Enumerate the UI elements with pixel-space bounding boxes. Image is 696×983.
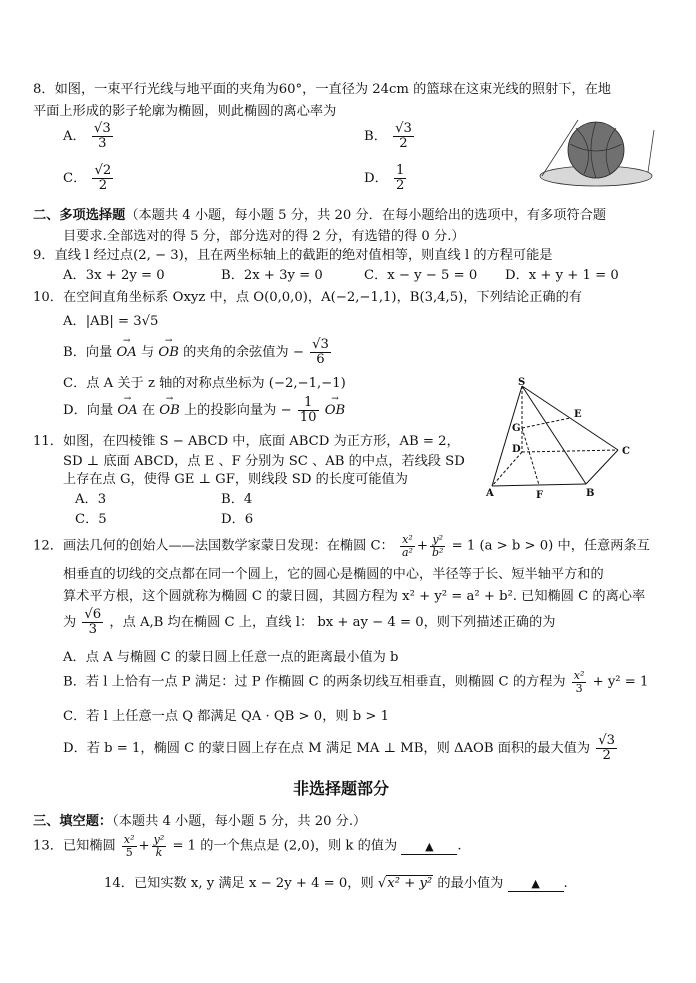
q12-option-c: C．若 l 上任意一点 Q 都满足 QA · QB > 0，则 b > 1 — [63, 709, 390, 724]
q8-option-b-label: B． — [364, 128, 387, 144]
q8-option-a-den: 3 — [98, 135, 107, 151]
q8-option-c-label: C． — [63, 170, 87, 186]
q10-option-a: A．|AB| = 3√5 — [63, 314, 159, 329]
vector-oa: → OA — [117, 403, 137, 418]
q10-option-c: C．点 A 关于 z 轴的对称点坐标为 (−2,−1,−1) — [63, 376, 346, 391]
basketball — [568, 122, 624, 178]
q10-option-b — [63, 338, 333, 367]
q8-option-d-den: 2 — [395, 177, 405, 193]
pyramid-label-e: E — [574, 409, 582, 420]
q11-option-c: C．5 — [75, 512, 107, 527]
q13-answer-blank[interactable] — [401, 839, 457, 855]
q12-line3: 算术平方根，这个圆就称为椭圆 C 的蒙日圆，其圆方程为 x² + y² = a² + b². 已知椭圆 C 的离心率 — [63, 589, 646, 604]
q13-end: . — [457, 838, 462, 854]
pyramid-label-f: F — [536, 490, 544, 501]
q8-option-b-den: 2 — [399, 135, 408, 151]
q8-option-b — [364, 122, 416, 151]
triangle-icon: ▲ — [425, 839, 434, 853]
q13-pre: 13．已知椭圆 — [33, 838, 116, 854]
nonchoice-title: 非选择题部分 — [293, 779, 390, 798]
q12-option-d — [63, 734, 619, 763]
q8-option-c-num: √2 — [94, 163, 112, 178]
q12-d-pre: D．若 b = 1，椭圆 C 的蒙日圆上存在点 M 满足 MA ⊥ MB，则 ΔAOB 面积的最大值为 — [63, 740, 591, 756]
q8-option-a — [63, 122, 115, 151]
q14-end: . — [563, 876, 568, 891]
q14-pre: 14．已知实数 x, y 满足 x − 2y + 4 = 0，则 — [104, 876, 374, 891]
q10-stem: 10．在空间直角坐标系 Oxyz 中，点 O(0,0,0)，A(−2,−1,1)，B(3,4,5)，下列结论正确的有 — [33, 290, 582, 305]
q12-line4 — [63, 608, 555, 637]
triangle-icon: ▲ — [531, 877, 540, 890]
q12-b-post: + y² = 1 — [592, 674, 649, 690]
sec2-title: 二、多项选择题 — [33, 208, 126, 223]
q12-d-num: √3 — [598, 733, 616, 748]
q9-stem: 9．直线 l 经过点(2, − 3)，且在两坐标轴上的截距的绝对值相等，则直线 l 的方程可能是 — [33, 248, 553, 263]
q10-b-post: 的夹角的余弦值为 − — [183, 344, 304, 360]
q12-line1-pre: 12．画法几何的创始人——法国数学家蒙日发现：在椭圆 C： — [33, 538, 394, 554]
sec2-line2: 目要求.全部选对的得 5 分，部分选对的得 2 分，有选错的得 0 分.） — [63, 229, 465, 244]
sec3-title: 三、填空题： — [33, 814, 113, 829]
q14-answer-blank[interactable] — [508, 876, 564, 892]
pyramid-label-a: A — [486, 488, 494, 499]
q12-d-den: 2 — [602, 747, 611, 763]
q10-b-num: √3 — [312, 337, 329, 352]
q10-option-d — [63, 396, 345, 425]
q9-option-a: A．3x + 2y = 0 — [63, 268, 165, 283]
pyramid-label-c: C — [622, 446, 630, 457]
vector-ob: → OB — [325, 403, 346, 418]
q14-post: 的最小值为 — [437, 876, 504, 891]
q13-post: = 1 的一个焦点是 (2,0)，则 k 的值为 — [172, 838, 398, 854]
q11-option-a: A．3 — [75, 492, 107, 507]
light-ray-right — [648, 130, 654, 172]
q8-line2: 平面上形成的影子轮廓为椭圆，则此椭圆的离心率为 — [33, 104, 337, 119]
q12-line1-post: = 1 (a > b > 0) 中，任意两条互 — [451, 538, 650, 554]
q11-line3: 上存在点 G，使得 GE ⊥ GF，则线段 SD 的长度可能值为 — [63, 472, 408, 487]
q12-b-pre: B．若 l 上恰有一点 P 满足：过 P 作椭圆 C 的两条切线互相垂直，则椭圆 C 的方程为 — [63, 674, 566, 690]
q11-line1: 11．如图，在四棱锥 S − ABCD 中，底面 ABCD 为正方形，AB = 2， — [33, 434, 460, 449]
q8-option-d-num: 1 — [395, 163, 405, 178]
q8-option-a-num: √3 — [93, 121, 111, 136]
q9-option-b: B．2x + 3y = 0 — [221, 268, 323, 283]
q10-d-post: 上的投影向量为 − — [184, 402, 292, 418]
q10-b-den: 6 — [316, 351, 325, 367]
pyramid-label-g: G — [512, 423, 521, 434]
pyramid-label-b: B — [586, 488, 595, 499]
q8-option-b-num: √3 — [395, 121, 412, 136]
q10-d-mid: 在 — [141, 402, 156, 418]
q8-option-c — [63, 164, 115, 193]
pyramid-label-s: S — [518, 377, 526, 388]
q11-option-b: B．4 — [221, 492, 253, 507]
pyramid-label-d: D — [512, 444, 521, 455]
q13: 13．已知椭圆 $\frac{\text{x²}}{5}$ + $\frac{\text{y²}}{k}$ = 1 的一个焦点是 (2,0)，则 k 的值为 ▲ . — [33, 833, 462, 859]
sec2-desc: （本题共 4 小题，每小题 5 分，共 20 分．在每小题给出的选项中，有多项符合题 — [125, 208, 607, 223]
q12-option-a: A．点 A 与椭圆 C 的蒙日圆上任意一点的距离最小值为 b — [63, 650, 399, 665]
q14: 14．已知实数 x, y 满足 x − 2y + 4 = 0，则 √x² + y² 的最小值为 ▲ . — [104, 876, 568, 891]
q8-option-c-den: 2 — [98, 177, 108, 193]
pyramid-figure — [482, 376, 638, 502]
q9-option-d: D．x + y + 1 = 0 — [505, 268, 619, 283]
sec3-desc: （本题共 4 小题，每小题 5 分，共 20 分.） — [112, 814, 367, 829]
q10-d-den: 10 — [299, 409, 317, 425]
vector-ob: → OB — [159, 403, 180, 418]
q8-line1: 8．如图，一束平行光线与地平面的夹角为60°，一直径为 24cm 的篮球在这束光线的照射下，在地 — [33, 82, 611, 97]
q10-b-pre: B．向量 — [63, 344, 113, 360]
q12-line4-post: ，点 A,B 均在椭圆 C 上，直线 l： bx + ay − 4 = 0，则下列描述正确的为 — [109, 614, 556, 630]
q10-b-mid: 与 — [141, 344, 155, 360]
q12-line4-pre: 为 — [63, 614, 77, 630]
q8-option-d-label: D． — [364, 170, 388, 186]
q9-option-c: C．x − y − 5 = 0 — [364, 268, 478, 283]
q12-line2: 相垂直的切线的交点都在同一个圆上，它的圆心是椭圆的中心，半径等于长、短半轴平方和的 — [63, 567, 604, 582]
q10-d-pre: D．向量 — [63, 402, 114, 418]
q11-option-d: D．6 — [221, 512, 254, 527]
q12-line4-num: √6 — [84, 607, 102, 622]
q8-option-a-label: A． — [63, 128, 86, 144]
sec3-header — [33, 810, 366, 829]
q12-line1: 12．画法几何的创始人——法国数学家蒙日发现：在椭圆 C： $\frac{\text{x²}}{\text{a²}}$ + $\frac{\text{y²}}{\text{b²}}$ = 1 (a > b > 0) 中，任意两条互 — [33, 533, 650, 559]
q12-option-b: B．若 l 上恰有一点 P 满足：过 P 作椭圆 C 的两条切线互相垂直，则椭圆 C 的方程为 $\frac{\text{x²}}{3}$ + y² = 1 — [63, 669, 649, 695]
basketball-shadow-figure — [536, 118, 656, 190]
q8-option-d — [364, 164, 408, 193]
q11-line2: SD ⊥ 底面 ABCD，点 E 、F 分别为 SC 、AB 的中点，若线段 SD — [63, 454, 465, 469]
q12-line4-den: 3 — [88, 621, 97, 637]
vector-ob: → OB — [158, 345, 179, 360]
q10-d-num: 1 — [298, 396, 319, 411]
sec2-line1 — [33, 204, 606, 223]
vector-oa: → OA — [116, 345, 136, 360]
